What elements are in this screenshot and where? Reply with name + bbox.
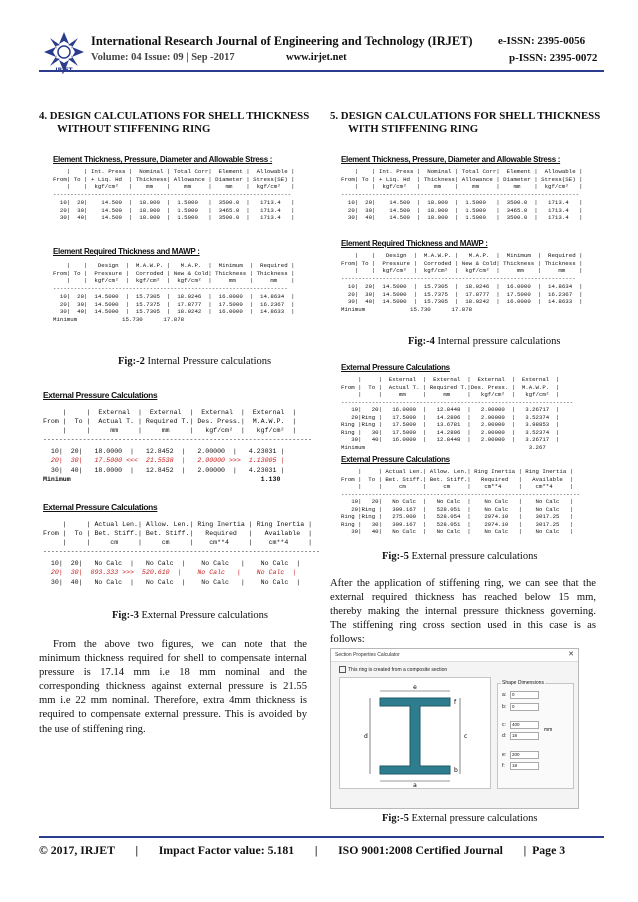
field-b-input[interactable]: 0 xyxy=(510,703,539,711)
shape-dimensions-panel: Shape Dimensions a: 0 b: 0 c: 400 d: 18 mm e: 200 f: 18 xyxy=(497,683,574,789)
s4-ext-rows xyxy=(43,447,284,485)
dialog-titlebar xyxy=(331,649,578,662)
field-d-input[interactable]: 18 xyxy=(510,732,539,740)
fig5-caption: Fig:-5 External pressure calculations xyxy=(382,551,538,562)
dim-label-f: f xyxy=(454,699,457,706)
s5-stiff-title: External Pressure Calculations xyxy=(341,455,450,464)
dim-label-b: b xyxy=(454,767,458,774)
section5-heading: 5. DESIGN CALCULATIONS FOR SHELL THICKNESS WITH STIFFENING RING xyxy=(330,110,601,135)
fig3-caption: Fig:-3 External Pressure calculations xyxy=(112,610,268,621)
website-link[interactable]: www.irjet.net xyxy=(286,52,347,63)
fig2-caption: Fig:-2 Internal Pressure calculations xyxy=(118,356,272,367)
s4-stiff-rows xyxy=(43,559,300,587)
section4-heading: 4. DESIGN CALCULATIONS FOR SHELL THICKNESS WITHOUT STIFFENING RING xyxy=(39,110,310,135)
s4-paragraph: From the above two figures, we can note that the minimum thickness required for shell to compensate internal pressure is 17.14 mm i.e 18 mm nominal and the corresponding thickness against external pressure is 21.55 mm i.e 22 mm nominal. Therefore, extra 4mm thickness is required to compensate external pressure. This is avoided by the use of stiffening ring. xyxy=(39,639,307,735)
table-row-highlight: 20| 30| 17.5000 <<< 21.5538 | 2.00000 >>> 1.13005 | xyxy=(43,457,285,465)
table-row: 30| 40| No Calc | No Calc | No Calc | No Calc | xyxy=(43,578,301,586)
dim-label-c: c xyxy=(464,733,468,740)
s5-mawp-table: | | Design | M.A.W.P. | M.A.P. | Minimum | Required | From| To | Pressure | Corroded | New & Cold| Thickness | Thickness | | | kgf/cm² | kgf/cm² | kgf/cm² | mm | mm | -------------------------------------------------------------------- 10| 20| 14.5000 | 15.7305 | 18.0246 | 16.0000 | 14.8634 | 20| 30| 14.5000 | 15.7375 | 17.8777 | 17.5000 | 16.2367 | 30| 40| 14.5000 | 15.7305 | 18.0242 | 16.0000 | 14.8633 | Minimum 15.730 17.878 xyxy=(341,252,583,313)
footer-divider xyxy=(39,836,604,838)
composite-checkbox[interactable]: This ring is created from a composite section xyxy=(339,666,447,673)
s5-ext-table: | | External | External | External | External | From | To | Actual T. | Required T.|Des. Press. | M.A.W.P. | | | mm | mm | kgf/cm² | kgf/cm² | -------------------------------------------------------------------- 10| 20| 16.0000 | 12.8448 | 2.00000 | 3.26717 | 20|Ring | 17.5000 | 14.2896 | 2.00000 | 3.52374 | Ring |Ring | 17.5000 | 13.6781 | 2.00000 | 3.98853 | Ring | 30| 17.5000 | 14.2896 | 2.00000 | 3.52374 | 30| 40| 16.0000 | 12.8448 | 2.00000 | 3.26717 | Minimum 3.267 xyxy=(341,376,574,451)
page-footer: © 2017, IRJET | Impact Factor value: 5.181 | ISO 9001:2008 Certified Journal | Page 3 xyxy=(39,843,566,857)
irjet-logo xyxy=(42,30,86,74)
section-properties-dialog xyxy=(330,648,579,809)
table-minimum: Minimum 1.130 xyxy=(43,476,281,484)
impact-factor: Impact Factor value: 5.181 xyxy=(158,843,295,857)
s4-thickness-table: | | Int. Press | Nominal | Total Corr| Element | Allowable | From| To | + Liq. Hd | Thickness| Allowance | Diameter | Stress(SE) | | | kgf/cm² | mm | mm | mm | kgf/cm² | --------------------------------------------------------------------- 10| 20| 14.500 | 18.000 | 1.5000 | 3500.0 | 1713.4 | 20| 30| 14.500 | 18.000 | 1.5000 | 3465.0 | 1713.4 | 30| 40| 14.500 | 18.000 | 1.5000 | 3500.0 | 1713.4 | xyxy=(53,168,295,222)
field-c-input[interactable]: 400 xyxy=(510,721,539,729)
pissn: p-ISSN: 2395-0072 xyxy=(509,52,598,64)
s4-stiff-table-header: | | Actual Len.| Allow. Len.| Ring Inertia | Ring Inertia | From | To | Bet. Stiff.| Bet. Stiff.| Required | Available | | | cm | cm | cm**4 | cm**4 | ---------------------------------------------------------------------- xyxy=(43,521,320,555)
unit-label: mm xyxy=(544,727,553,733)
eissn: e-ISSN: 2395-0056 xyxy=(498,35,586,47)
volume-issue: Volume: 04 Issue: 09 | Sep -2017 xyxy=(91,52,235,63)
s4-ext-table-header: | | External | External | External | External | From | To | Actual T. | Required T.| Des. Press.| M.A.W.P. | | | mm | mm | kgf/cm² | kgf/cm² | -------------------------------------------------------------------- xyxy=(43,409,313,443)
s5-paragraph: After the application of stiffening ring, we can see that the external required thickness has reached below 15 mm, thereby making the internal pressure thickness governing. The stiffening ring cross section used in this case is as follows: xyxy=(330,578,596,646)
shape-preview xyxy=(339,677,491,789)
field-e-input[interactable]: 200 xyxy=(510,751,539,759)
table-row: 10| 20| 18.0000 | 12.8452 | 2.00000 | 4.23031 | xyxy=(43,448,285,455)
page-number: Page 3 xyxy=(532,843,566,857)
table-row: 10| 20| No Calc | No Calc | No Calc | No Calc | xyxy=(43,560,301,567)
s4-ext-title: External Pressure Calculations xyxy=(43,390,158,400)
i-beam-diagram xyxy=(340,678,490,788)
journal-title: International Research Journal of Engineering and Technology (IRJET) xyxy=(91,34,473,48)
s5-ext-title: External Pressure Calculations xyxy=(341,363,450,372)
fig5b-caption: Fig:-5 External pressure calculations xyxy=(382,813,538,824)
table-row: 30| 40| 18.0000 | 12.8452 | 2.00000 | 4.23031 | xyxy=(43,466,285,474)
table-row-highlight: 20| 30| 893.333 >>> 520.610 | No Calc | No Calc | xyxy=(43,569,297,577)
s5-stiff-table: | | Actual Len.| Allow. Len.| Ring Inertia | Ring Inertia | From | To | Bet. Stiff.| Bet. Stiff.| Required | Available | | | cm | cm | cm**4 | cm**4 | ---------------------------------------------------------------------- 10| 20| No Calc | No Calc | No Calc | No Calc | 20|Ring | 309.167 | 528.051 | No Calc | No Calc | Ring |Ring | 275.000 | 528.054 | 2974.10 | 3017.25 | Ring | 30| 309.167 | 528.051 | 2974.10 | 3017.25 | 30| 40| No Calc | No Calc | No Calc | No Calc | xyxy=(341,468,580,535)
fig4-caption: Fig:-4 Internal pressure calculations xyxy=(408,336,561,347)
iso-cert: ISO 9001:2008 Certified Journal xyxy=(338,843,503,857)
dim-label-d: d xyxy=(364,733,368,740)
s4-mawp-table: | | Design | M.A.W.P. | M.A.P. | Minimum | Required | From| To | Pressure | Corroded | New & Cold| Thickness | Thickness | | | kgf/cm² | kgf/cm² | kgf/cm² | mm | mm | -------------------------------------------------------------------- 10| 20| 14.5000 | 15.7305 | 18.0246 | 16.0000 | 14.8634 | 20| 30| 14.5000 | 15.7375 | 17.8777 | 17.5000 | 16.2367 | 30| 40| 14.5000 | 15.7305 | 18.0242 | 16.0000 | 14.8633 | Minimum 15.730 17.878 xyxy=(53,262,295,323)
dim-label-e: e xyxy=(413,684,417,691)
s5-table1-title: Element Thickness, Pressure, Diameter and Allowable Stress : xyxy=(341,155,561,164)
page-header xyxy=(0,0,638,78)
s4-table1-title: Element Thickness, Pressure, Diameter and Allowable Stress : xyxy=(53,155,273,164)
field-a-input[interactable]: 0 xyxy=(510,691,539,699)
dim-label-a: a xyxy=(413,782,417,788)
field-f-input[interactable]: 18 xyxy=(510,762,539,770)
s4-table2-title: Element Required Thickness and MAWP : xyxy=(53,247,200,256)
s5-table2-title: Element Required Thickness and MAWP : xyxy=(341,239,488,248)
header-divider xyxy=(39,70,604,72)
s5-thickness-table: | | Int. Press | Nominal | Total Corr| Element | Allowable | From| To | + Liq. Hd | Thickness| Allowance | Diameter | Stress(SE) | | | kgf/cm² | mm | mm | mm | kgf/cm² | --------------------------------------------------------------------- 10| 20| 14.500 | 18.000 | 1.5000 | 3500.0 | 1713.4 | 20| 30| 14.500 | 18.000 | 1.5000 | 3465.0 | 1713.4 | 30| 40| 14.500 | 18.000 | 1.5000 | 3500.0 | 1713.4 | xyxy=(341,168,583,222)
dialog-title: Section Properties Calculator xyxy=(335,652,400,658)
close-icon[interactable]: ✕ xyxy=(568,651,574,658)
copyright: © 2017, IRJET xyxy=(39,843,115,857)
panel-title: Shape Dimensions xyxy=(502,680,544,686)
s4-stiff-title: External Pressure Calculations xyxy=(43,502,158,512)
checkbox-box[interactable] xyxy=(339,666,346,673)
